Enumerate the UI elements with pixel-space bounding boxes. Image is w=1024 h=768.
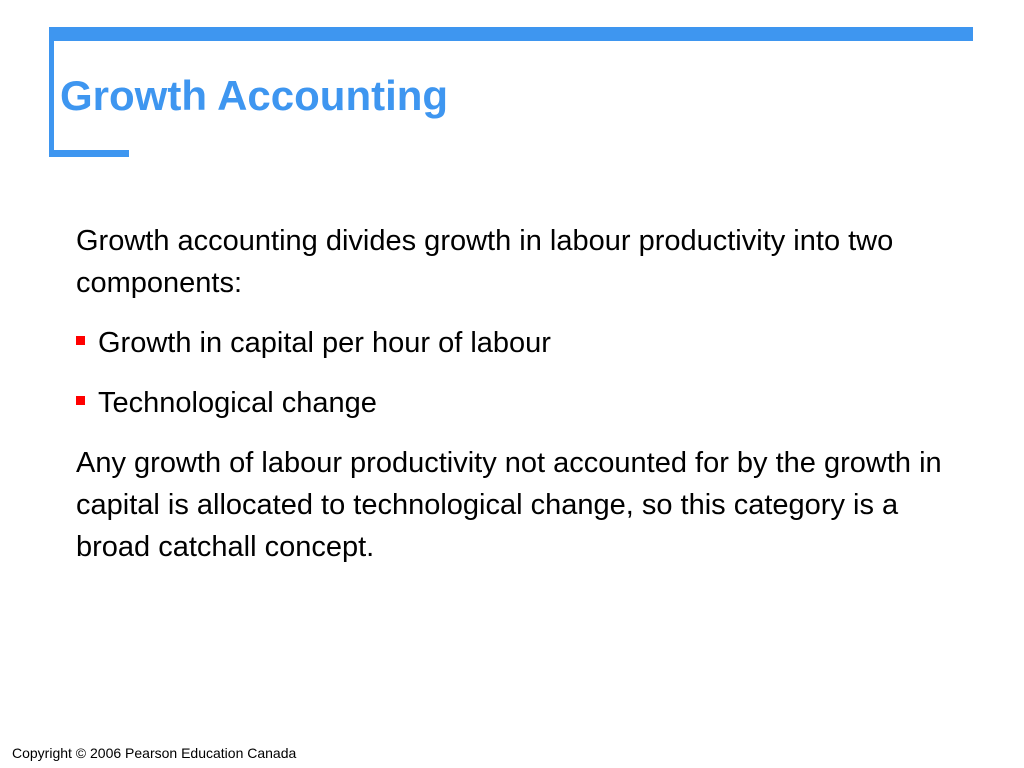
bullet-item-technology — [76, 382, 976, 424]
intro-paragraph: Growth accounting divides growth in labour productivity into two components: — [76, 225, 894, 299]
slide-content — [76, 220, 976, 586]
bullet-text: Technological change — [98, 387, 377, 419]
slide-title: Growth Accounting — [60, 72, 449, 119]
title-frame-top-bar — [49, 27, 973, 41]
bullet-text: Growth in capital per hour of labour — [98, 327, 551, 359]
square-bullet-icon — [76, 336, 85, 345]
conclusion-paragraph: Any growth of labour productivity not accounted for by the growth in capital is allocated to technological change, so this category is a broad catchall concept. — [76, 447, 942, 563]
title-frame-left-bar — [49, 27, 54, 157]
title-frame-bottom-bar — [49, 150, 129, 157]
square-bullet-icon — [76, 396, 85, 405]
copyright-footer: Copyright © 2006 Pearson Education Canada — [12, 745, 297, 761]
bullet-item-capital — [76, 322, 976, 364]
